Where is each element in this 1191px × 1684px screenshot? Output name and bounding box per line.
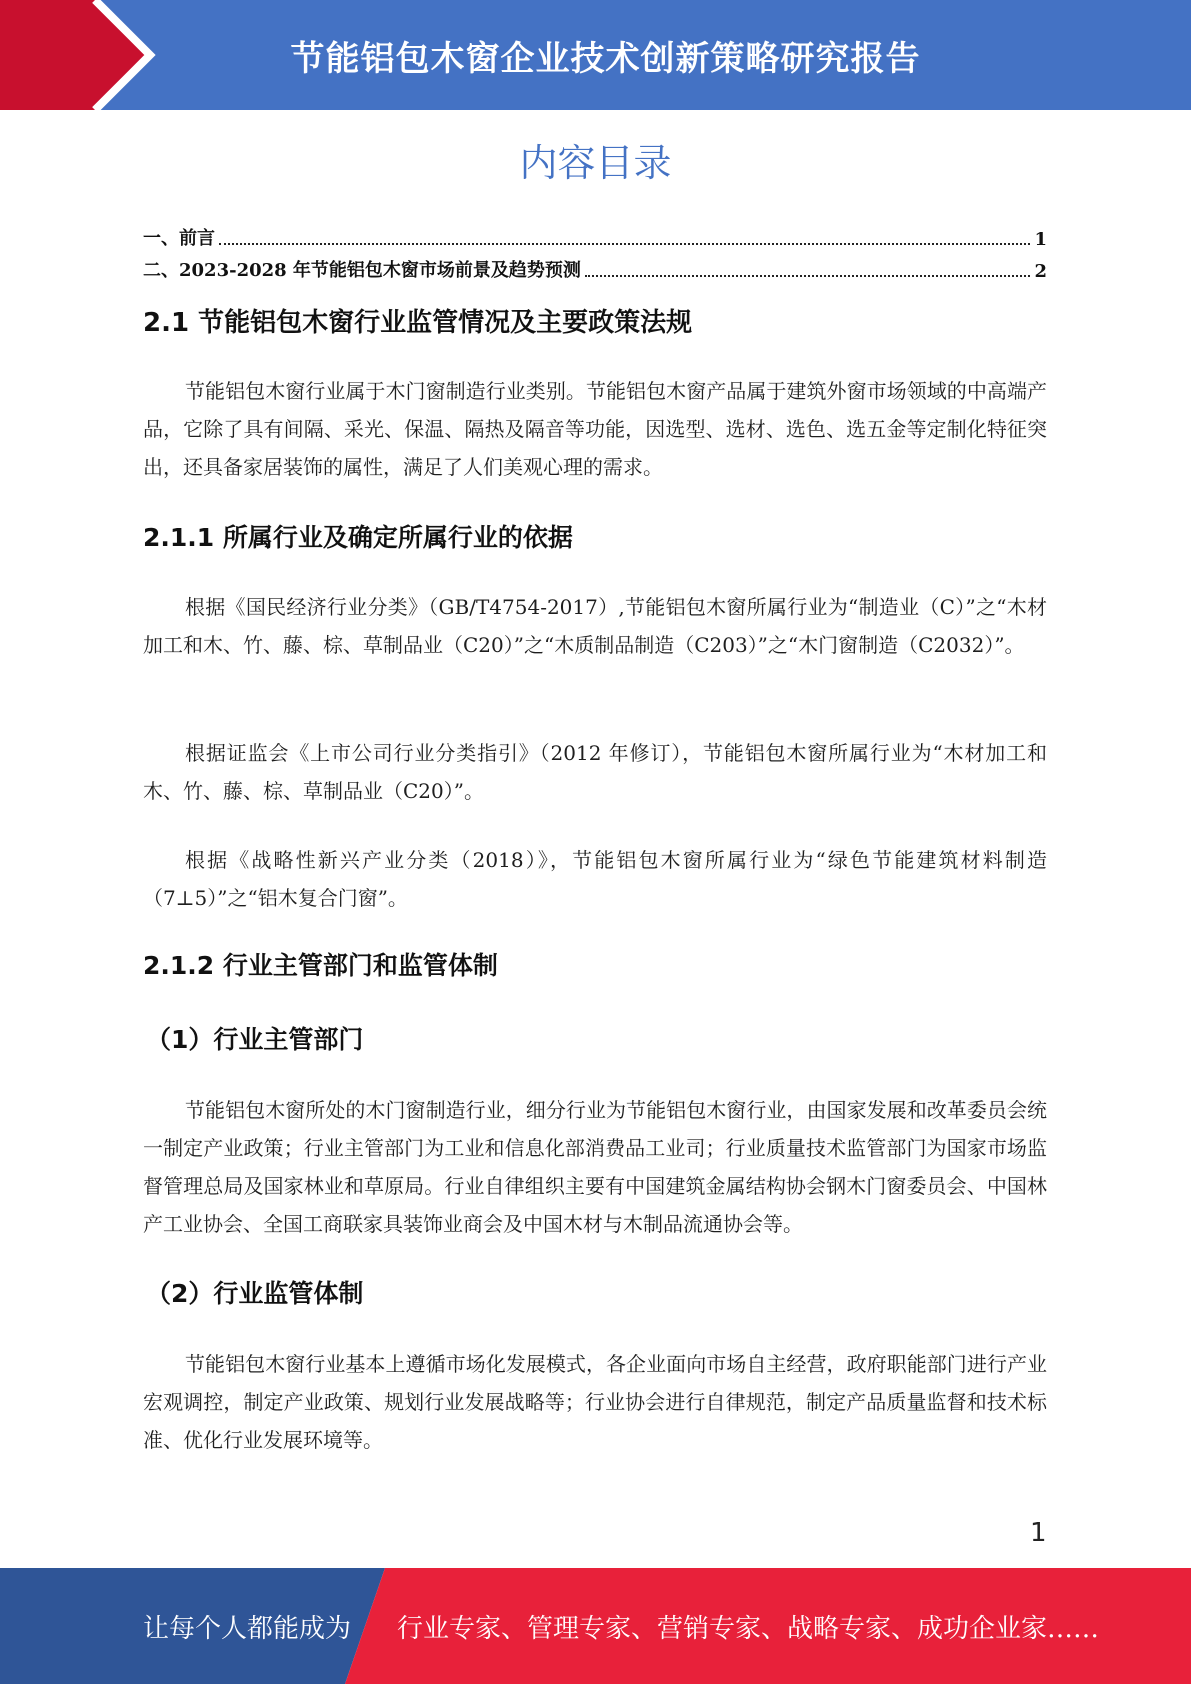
subsection-1-paragraph: 节能铝包木窗所处的木门窗制造行业，细分行业为节能铝包木窗行业，由国家发展和改革委员会统一制定产业政策；行业主管部门为工业和信息化部消费品工业司；行业质量技术监管部门为国家市场监督管理总局及国家林业和草原局。行业自律组织主要有中国建筑金属结构协会钢木门窗委员会、中国林产工业协会、全国工商联家具装饰业商会及中国木材与木制品流通协会等。	[143, 1098, 1047, 1236]
toc-leader-dots	[219, 242, 1030, 245]
toc-heading: 内容目录	[519, 141, 672, 185]
toc-leader-dots	[585, 274, 1031, 277]
footer-banner	[0, 1568, 1191, 1684]
section-heading-2-1: 2.1 节能铝包木窗行业监管情况及主要政策法规	[143, 308, 693, 338]
subsection-heading-2: （2）行业监管体制	[146, 1279, 364, 1308]
subsection-heading-1: （1）行业主管部门	[146, 1025, 364, 1054]
section-heading-2-1-2: 2.1.2 行业主管部门和监管体制	[143, 951, 498, 980]
section-2-1-paragraph: 节能铝包木窗行业属于木门窗制造行业类别。节能铝包木窗产品属于建筑外窗市场领域的中高端产品，它除了具有间隔、采光、保温、隔热及隔音等功能，因选型、选材、选色、选五金等定制化特征突出，还具备家居装饰的属性，满足了人们美观心理的需求。	[143, 379, 1047, 479]
toc-entry-page: 1	[1034, 229, 1047, 250]
toc-entry-label: 二、2023-2028 年节能铝包木窗市场前景及趋势预测	[143, 260, 581, 281]
page-number: 1	[1030, 1518, 1047, 1548]
report-title: 节能铝包木窗企业技术创新策略研究报告	[290, 38, 921, 79]
toc-entry-page: 2	[1034, 261, 1047, 282]
section-heading-2-1-1: 2.1.1 所属行业及确定所属行业的依据	[143, 523, 573, 552]
section-2-1-1-paragraph-2: 根据证监会《上市公司行业分类指引》（2012 年修订），节能铝包木窗所属行业为“木材加工和木、竹、藤、棕、草制品业（C20）”。	[143, 741, 1047, 803]
subsection-2-paragraph: 节能铝包木窗行业基本上遵循市场化发展模式，各企业面向市场自主经营，政府职能部门进行产业宏观调控，制定产业政策、规划行业发展战略等；行业协会进行自律规范，制定产品质量监督和技术标准、优化行业发展环境等。	[143, 1352, 1047, 1452]
footer-slogan-left: 让每个人都能成为	[143, 1613, 352, 1644]
footer-slogan-right: 行业专家、管理专家、营销专家、战略专家、成功企业家……	[397, 1613, 1100, 1644]
toc-entry-label: 一、前言	[143, 228, 215, 249]
section-2-1-1-paragraph-1: 根据《国民经济行业分类》（GB/T4754-2017）,节能铝包木窗所属行业为“制造业（C）”之“木材加工和木、竹、藤、棕、草制品业（C20）”之“木质制品制造（C203）”之“木门窗制造（C2032）”。	[143, 595, 1047, 657]
toc-entry[interactable]	[143, 224, 1047, 250]
section-2-1-1-paragraph-3: 根据《战略性新兴产业分类（2018）》，节能铝包木窗所属行业为“绿色节能建筑材料制造（7⊥5）”之“铝木复合门窗”。	[143, 848, 1047, 910]
toc-entry[interactable]	[143, 256, 1047, 282]
